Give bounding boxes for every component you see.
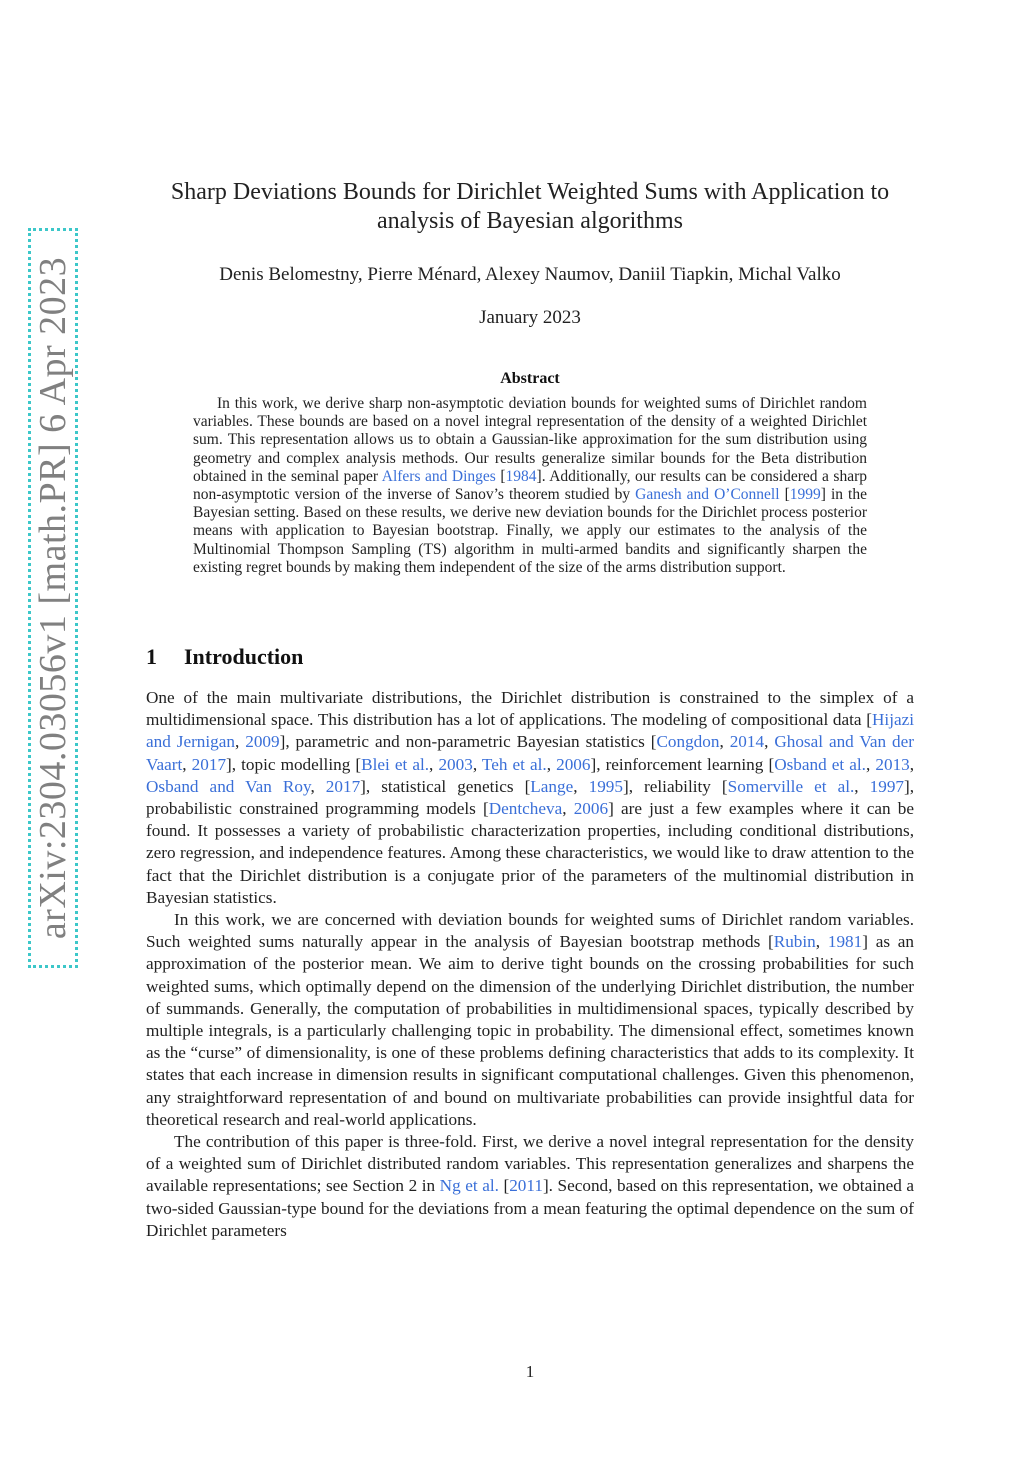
citation-link[interactable]: Dentcheva [488,799,563,819]
arxiv-stamp [28,228,78,968]
paper-authors: Denis Belomestny, Pierre Ménard, Alexey Naumov, Daniil Tiapkin, Michal Valko [219,264,841,285]
citation-link[interactable]: Ganesh and O’Connell [635,486,780,504]
section-heading [146,644,303,670]
citation-link[interactable]: Rubin [773,932,816,952]
section-body [146,687,914,1242]
arxiv-identifier: arXiv:2304.03056v1 [math.PR] 6 Apr 2023 [32,256,74,940]
citation-link[interactable]: Congdon [656,732,720,752]
citation-link[interactable]: Blei et al. [361,754,430,774]
paragraph: In this work, we are concerned with deviation bounds for weighted sums of Dirichlet random variables. Such weighted sums naturally appear in the analysis of Bayesian bootstrap methods [Rubin, 1981] as an approximation of the posterior mean. We aim to derive tight bounds on the crossing probabilities for such weighted sums, which optimally depend on the dimension of the underlying Dirichlet distribution, the number of summands. Generally, the computation of probabilities in multidimensional spaces, typically described by multiple integrals, is a particularly challenging topic in probability. The dimensional effect, sometimes known as the “curse” of dimensionality, is one of these problems defining characteristics that adds to its complexity. It states that each increase in dimension results in significant computational challenges. Given this phenomenon, any straightforward representation of and bound on multivariate probabilities can provide insightful data for theoretical research and real-world applications. [146,910,915,1129]
citation-link[interactable]: Osband et al. [774,754,866,774]
citation-link[interactable]: Hijazi and Jernigan [146,710,914,752]
citation-link[interactable]: Osband and Van Roy [146,776,311,796]
citation-year-link[interactable]: 1995 [588,776,623,796]
section-number: 1 [146,644,157,669]
paragraph: The contribution of this paper is three-fold. First, we derive a novel integral representation for the density of a weighted sum of Dirichlet distributed random variables. This representation generalizes and sharpens the available representations; see Section 2 in Ng et al. [2011]. Second, based on this representation, we obtained a two-sided Gaussian-type bound for the deviations from a mean featuring the optimal dependence on the sum of Dirichlet parameters [146,1132,914,1240]
citation-link[interactable]: Teh et al. [481,754,547,774]
citation-link[interactable]: Ghosal and Van der Vaart [146,732,914,774]
citation-link[interactable]: Somerville et al. [727,776,855,796]
abstract-heading: Abstract [500,370,560,387]
citation-year-link[interactable]: 2009 [245,732,280,752]
citation-link[interactable]: Ng et al. [439,1176,499,1196]
citation-link[interactable]: Alfers and Dinges [381,467,496,485]
paper-title: Sharp Deviations Bounds for Dirichlet Weighted Sums with Application to analysis of Bayesian algorithms [170,179,890,234]
section-title: Introduction [184,644,304,669]
citation-year-link[interactable]: 1999 [789,486,821,504]
citation-year-link[interactable]: 2014 [729,732,765,752]
paragraph: One of the main multivariate distributions, the Dirichlet distribution is constrained to the simplex of a multidimensional space. This distribution has a lot of applications. The modeling of compositional data [Hijazi and Jernigan, 2009], parametric and non-parametric Bayesian statistics [Congdon, 2014, Ghosal and Van der Vaart, 2017], topic modelling [Blei et al., 2003, Teh et al., 2006], reinforcement learning [Osband et al., 2013, Osband and Van Roy, 2017], statistical genetics [Lange, 1995], reliability [Somerville et al., 1997], probabilistic constrained programming models [Dentcheva, 2006] are just a few examples where it can be found. It possesses a variety of probabilistic characterization properties, including conditional distributions, zero regression, and independence features. Among these characteristics, we would like to draw attention to the fact that the Dirichlet distribution is a conjugate prior of the parameters of the multinomial distribution in Bayesian statistics. [146,688,915,907]
citation-year-link[interactable]: 2003 [438,754,473,774]
citation-link[interactable]: Lange [530,776,574,796]
citation-year-link[interactable]: 2017 [191,754,227,774]
abstract-text: In this work, we derive sharp non-asymptotic deviation bounds for weighted sums of Dirichlet random variables. These bounds are based on a novel integral representation of the density of a weighted Dirichlet sum. This representation allows us to obtain a Gaussian-like approximation for the sum distribution using geometry and complex analysis methods. Our results generalize similar bounds for the Beta distribution obtained in the seminal paper Alfers and Dinges [1984]. Additionally, our results can be considered a sharp non-asymptotic version of the inverse of Sanov’s theorem studied by Ganesh and O’Connell [1999] in the Bayesian setting. Based on these results, we derive new deviation bounds for the Dirichlet process posterior means with application to Bayesian bootstrap. Finally, we apply our estimates to the analysis of the Multinomial Thompson Sampling (TS) algorithm in multi-armed bandits and significantly sharpen the existing regret bounds by making them independent of the size of the arms distribution support. [193,395,867,576]
citation-year-link[interactable]: 1981 [827,932,863,952]
citation-year-link[interactable]: 1984 [505,467,537,485]
page-number: 1 [525,1362,535,1381]
citation-year-link[interactable]: 2011 [509,1176,543,1196]
citation-year-link[interactable]: 2013 [875,754,910,774]
citation-year-link[interactable]: 2017 [325,776,361,796]
citation-year-link[interactable]: 1997 [869,776,905,796]
paper-date: January 2023 [479,307,581,328]
citation-year-link[interactable]: 2006 [556,754,591,774]
citation-year-link[interactable]: 2006 [573,799,609,819]
